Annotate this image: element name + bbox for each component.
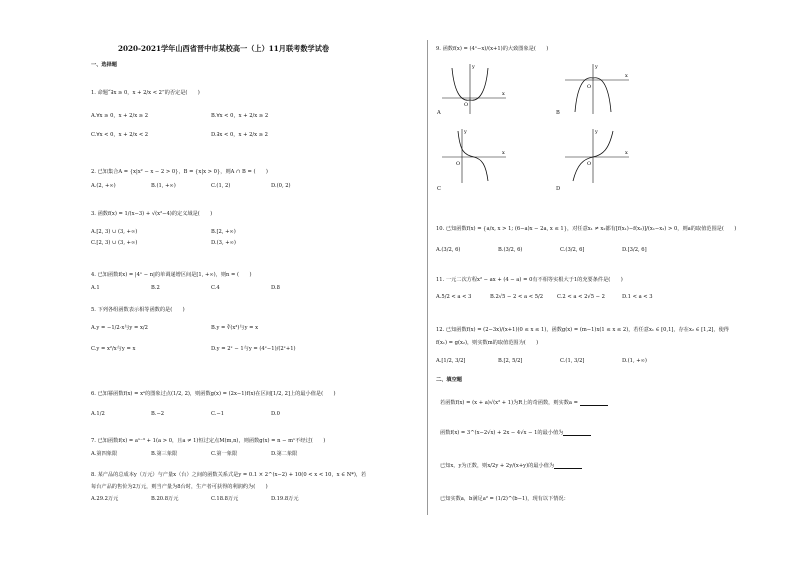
q9-stem: 9. 函数f(x) = (4ˣ−x)/(x+1)的大致图象是( ) xyxy=(436,46,549,52)
fill-q13-blank[interactable] xyxy=(580,401,608,406)
q10-option-b: B.(3/2, 6) xyxy=(498,247,523,253)
q6-option-b: B.−2 xyxy=(151,411,165,417)
fill-q15-blank[interactable] xyxy=(554,464,582,469)
q5-stem: 5. 下列各组函数表示相等函数的是( ) xyxy=(91,307,185,313)
q12-stem-line1: 12. 已知函数f(x) = (2−3x)/(x+1)(0 ≤ x ≤ 1)，函数g(x) = (m−1)x(1 ≤ x ≤ 2)，若任意x₁ ∈ [0,1]，存在x₂ ∈ [1,2]，使得 xyxy=(436,327,729,333)
q10-stem: 10. 已知函数f(x) = {a/x, x > 1; (6−a)x − 2a, x ≤ 1}，对任意x₁ ≠ x₂都有[f(x₁)−f(x₂)]/(x₁−x₂) > 0，则a的取值范围是( ) xyxy=(436,226,737,232)
q4-option-d: D.8 xyxy=(271,285,280,291)
q3-option-a: A.[2, 3) ∪ (3, +∞) xyxy=(91,229,138,235)
q7-option-b: B.第三象限 xyxy=(151,451,178,457)
q9-graph-d xyxy=(563,125,633,185)
fill-q15-text: 已知x，y为正数，则x/2y + 2y/(x+y)的最小值为 xyxy=(440,463,555,469)
y-label: y xyxy=(472,64,475,70)
q8-option-d: D.19.8万元 xyxy=(271,496,299,502)
q9-label-a: A xyxy=(437,110,441,116)
q2-option-a: A.(2, +∞) xyxy=(91,183,116,189)
q1-option-b: B.∀x < 0，x + 2/x ≥ 2 xyxy=(211,113,269,119)
q9-graph-b xyxy=(563,60,633,116)
q9-graph-c xyxy=(440,125,510,185)
q4-stem: 4. 已知函数f(x) = |4ˣ − n|的单调递增区间是[1, +∞)，则n = ( ) xyxy=(91,272,252,278)
q11-option-d: D.1 < a < 3 xyxy=(622,294,653,300)
q3-option-c: C.[2, 3) ∪ (3, +∞) xyxy=(91,240,138,246)
column-divider xyxy=(427,40,428,515)
fill-q16: 已知实数a，b满足a² = (1/2)^(b−1)，现有以下情况： xyxy=(440,496,569,502)
fill-q13 xyxy=(440,400,608,406)
q3-option-d: D.(3, +∞) xyxy=(211,240,236,246)
q9-label-c: C xyxy=(437,186,441,192)
q11-option-b: B.2√5 − 2 < a < 5/2 xyxy=(490,294,544,300)
fill-q14-blank[interactable] xyxy=(563,431,591,436)
section-heading-fill: 二、填空题 xyxy=(436,377,462,383)
q12-option-b: B.[2, 5/2] xyxy=(498,358,523,364)
x-label: x xyxy=(502,150,505,156)
q7-option-c: C.第一象限 xyxy=(211,451,238,457)
q1-stem: 1. 命题“∃x ≥ 0，x + 2/x < 2”的否定是( ) xyxy=(91,90,200,96)
q11-option-c: C.2 < a < 2√5 − 2 xyxy=(557,294,605,300)
q5-option-d: D.y = 2ˣ − 1与y = (4ˣ−1)/(2ˣ+1) xyxy=(211,346,296,352)
q7-stem: 7. 已知函数f(x) = aˣ⁻³ + 1(a > 0，且a ≠ 1)恒过定点M(m,n)，则函数g(x) = n − mˣ不经过( ) xyxy=(91,438,326,444)
q7-option-d: D.第二象限 xyxy=(271,451,298,457)
y-label: y xyxy=(595,129,598,135)
q2-option-b: B.(1, +∞) xyxy=(151,183,176,189)
q9-label-d: D xyxy=(556,186,561,192)
x-label: x xyxy=(625,150,628,156)
q4-option-b: B.2 xyxy=(151,285,160,291)
origin-label: O xyxy=(587,161,592,167)
q8-option-c: C.18.8万元 xyxy=(211,496,239,502)
q8-stem-line1: 8. 某产品的总成本y（万元）与产量x（台）之间的函数关系式是y = 0.1 × 2^(x−2) + 10(0 < x < 10，x ∈ N*)，若 xyxy=(91,472,367,478)
q1-option-a: A.∀x ≥ 0，x + 2/x ≥ 2 xyxy=(91,113,149,119)
q7-option-a: A.第四象限 xyxy=(91,451,118,457)
q6-option-c: C.−1 xyxy=(211,411,225,417)
x-label: x xyxy=(625,73,628,79)
q4-option-c: C.4 xyxy=(211,285,220,291)
q5-option-b: B.y = ∛(x³)与y = x xyxy=(211,325,259,331)
x-label: x xyxy=(502,91,505,97)
fill-q13-text: 若函数f(x) = (x + a)√(x² + 1)为R上的奇函数，则实数a = xyxy=(440,400,580,406)
fill-q14 xyxy=(440,430,591,436)
q6-option-a: A.1/2 xyxy=(91,411,105,417)
y-label: y xyxy=(464,129,467,135)
q10-option-c: C.(3/2, 6] xyxy=(560,247,585,253)
section-heading-choice: 一、选择题 xyxy=(91,62,117,68)
q5-option-a: A.y = −1/2·x与y = x/2 xyxy=(91,325,148,331)
q5-option-c: C.y = x²/x与y = x xyxy=(91,346,136,352)
q8-option-b: B.20.8万元 xyxy=(151,496,179,502)
origin-label: O xyxy=(464,102,469,108)
q11-stem: 11. 一元二次方程x² − ax + (4 − a) = 0有不相等实根大于1的充要条件是( ) xyxy=(436,277,623,283)
q12-stem-line2: f(x₁) = g(x₂)，则实数m的取值范围为( ) xyxy=(436,340,539,346)
fill-q14-text: 函数f(x) = 3^(x−2√x) + 2x − 4√x − 1的最小值为 xyxy=(440,430,564,436)
q10-option-a: A.(3/2, 6) xyxy=(436,247,461,253)
q8-option-a: A.29.2万元 xyxy=(91,496,119,502)
page-title: 2020-2021学年山西省晋中市某校高一（上）11月联考数学试卷 xyxy=(118,44,330,53)
q3-stem: 3. 函数f(x) = 1/(x−3) + √(x²−4)的定义域是( ) xyxy=(91,211,213,217)
q6-option-d: D.0 xyxy=(271,411,280,417)
q2-option-c: C.(1, 2) xyxy=(211,183,231,189)
fill-q15 xyxy=(440,463,582,469)
q12-option-c: C.(1, 3/2] xyxy=(560,358,585,364)
q9-label-b: B xyxy=(556,110,560,116)
q2-option-d: D.(0, 2) xyxy=(271,183,291,189)
origin-label: O xyxy=(587,84,592,90)
q4-option-a: A.1 xyxy=(91,285,100,291)
q1-option-d: D.∃x < 0，x + 2/x ≥ 2 xyxy=(211,132,268,138)
curve xyxy=(458,131,488,181)
q12-option-d: D.(1, +∞) xyxy=(622,358,647,364)
q12-option-a: A.[1/2, 3/2] xyxy=(436,358,466,364)
q11-option-a: A.5/2 < a < 3 xyxy=(436,294,472,300)
y-label: y xyxy=(595,64,598,70)
q3-option-b: B.[2, +∞) xyxy=(211,229,236,235)
q1-option-c: C.∀x < 0，x + 2/x < 2 xyxy=(91,132,149,138)
q8-stem-line2: 每台产品的售价为2万元，则当产量为8台时，生产者可获得的利润约为( ) xyxy=(91,484,268,490)
q10-option-d: D.[3/2, 6] xyxy=(622,247,647,253)
q6-stem: 6. 已知幂函数f(x) = xᵃ的图象过点(1/2, 2)，则函数g(x) = (2x−1)f(x)在区间[1/2, 2]上的最小值是( ) xyxy=(91,391,336,397)
q2-stem: 2. 已知集合A = {x|x² − x − 2 > 0}，B = {x|x > 0}，则A ∩ B = ( ) xyxy=(91,169,268,175)
q9-graph-a xyxy=(440,60,510,116)
origin-label: O xyxy=(456,161,461,167)
